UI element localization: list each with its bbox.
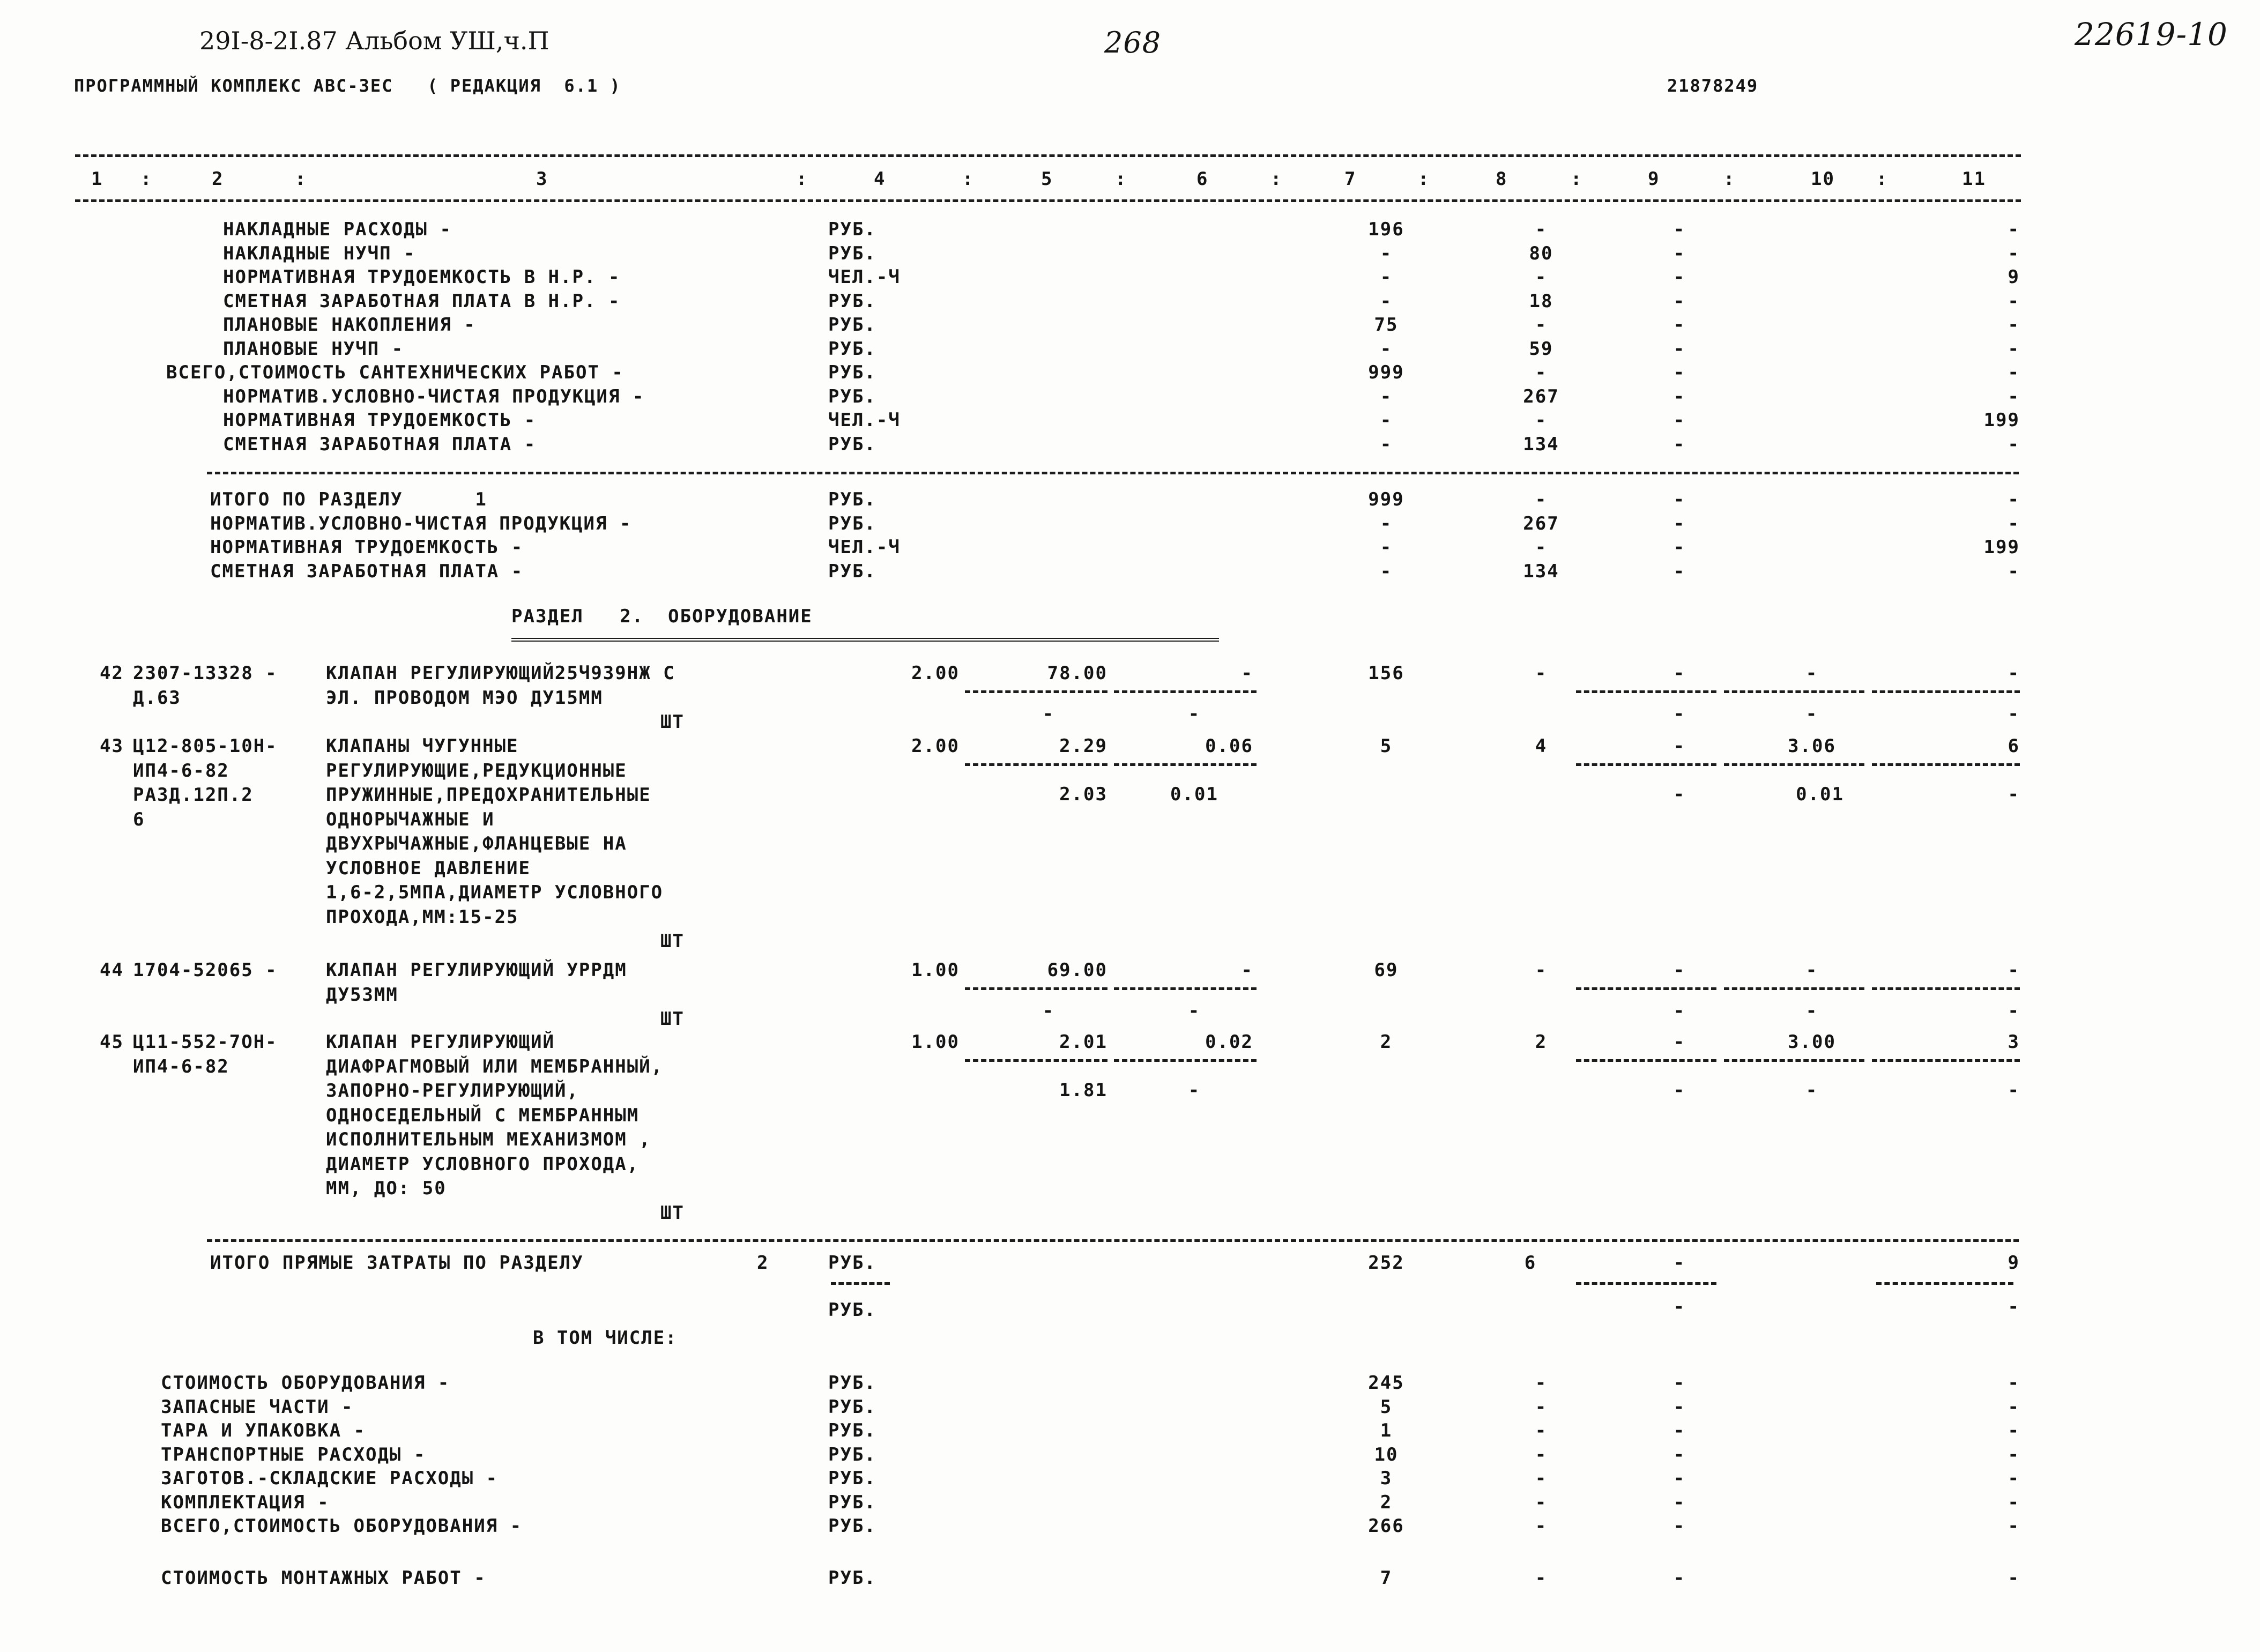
equipment-summary-row-col9: -	[1673, 1420, 1686, 1441]
section1-summary-row-col9: -	[1673, 219, 1686, 240]
section1-summary-row-col8: 59	[1529, 338, 1553, 360]
section1-summary-row-label: НАКЛАДНЫЕ НУЧП -	[223, 242, 416, 264]
section1-summary-row-col8: -	[1535, 410, 1548, 431]
item-44-col5: 69.00	[1047, 959, 1107, 981]
assembly-cost-row-unit: РУБ.	[828, 1567, 876, 1589]
section1-summary-row-col7: 75	[1374, 314, 1399, 336]
section1-total-row-col8: -	[1535, 489, 1548, 510]
item-45-unit: ШТ	[660, 1202, 685, 1224]
dashed-rule	[1576, 690, 1716, 693]
including-label: В ТОМ ЧИСЛЕ:	[533, 1327, 678, 1349]
section1-summary-row-col11: 9	[2008, 266, 2020, 288]
item-42-code: 2307-13328 -	[133, 663, 278, 684]
section1-summary-row-col11: -	[2008, 385, 2020, 407]
item-43-col9: -	[1673, 735, 1686, 757]
section1-total-row-col7: -	[1380, 512, 1393, 534]
equipment-summary-row-col7: 3	[1380, 1468, 1393, 1489]
dashed-rule	[1872, 690, 2020, 693]
section1-summary-row-unit: РУБ.	[828, 338, 876, 360]
section1-summary-row-col9: -	[1673, 410, 1686, 431]
equipment-summary-row-col8: -	[1535, 1372, 1548, 1394]
section1-summary-row-col7: -	[1380, 266, 1393, 288]
section1-summary-row-col11: -	[2008, 290, 2020, 312]
section1-summary-row-label: ПЛАНОВЫЕ НАКОПЛЕНИЯ -	[223, 314, 476, 336]
section1-summary-row-unit: РУБ.	[828, 314, 876, 336]
item-45-sub-col9: -	[1673, 1080, 1686, 1101]
item-43-code: Ц12-805-10Н-	[133, 735, 278, 757]
item-45-number: 45	[100, 1031, 124, 1053]
section2-total-col9: -	[1673, 1252, 1686, 1274]
section1-summary-row-col7: 196	[1368, 219, 1404, 240]
section1-total-row-label: СМЕТНАЯ ЗАРАБОТНАЯ ПЛАТА -	[210, 560, 524, 582]
section1-summary-row-col11: -	[2008, 338, 2020, 360]
item-43-unit: ШТ	[660, 931, 685, 952]
item-42-quantity: 2.00	[911, 663, 960, 684]
dashed-rule	[1114, 987, 1257, 990]
section2-total-unit-2: РУБ.	[828, 1299, 876, 1321]
assembly-cost-row-col7: 7	[1380, 1567, 1393, 1589]
item-43-description: РЕГУЛИРУЮЩИЕ,РЕДУКЦИОННЫЕ	[326, 760, 627, 782]
equipment-summary-row-col9: -	[1673, 1443, 1686, 1465]
item-43-code: ИП4-6-82	[133, 760, 229, 782]
assembly-cost-row-col11: -	[2008, 1567, 2020, 1589]
section1-summary-row-unit: РУБ.	[828, 385, 876, 407]
dashed-rule	[1576, 1059, 1716, 1062]
section1-summary-row-col8: 134	[1523, 433, 1559, 455]
item-43-col8: 4	[1535, 735, 1548, 757]
equipment-summary-row-unit: РУБ.	[828, 1372, 876, 1394]
section1-total-row-label: НОРМАТИВНАЯ ТРУДОЕМКОСТЬ -	[210, 537, 524, 558]
section1-summary-row-col7: 999	[1368, 362, 1404, 383]
item-44-code: 1704-52065 -	[133, 959, 278, 981]
equipment-summary-row-col9: -	[1673, 1491, 1686, 1513]
item-43-code: РАЗД.12П.2	[133, 784, 254, 806]
section1-summary-row-col7: -	[1380, 290, 1393, 312]
item-43-code: 6	[133, 808, 145, 830]
column-number-7: 7	[1344, 168, 1357, 190]
dashed-rule	[207, 1239, 2019, 1242]
column-separator: :	[295, 168, 307, 190]
dashed-rule	[1576, 1282, 1716, 1285]
item-45-description: ИСПОЛНИТЕЛЬНЫМ МЕХАНИЗМОМ ,	[326, 1129, 651, 1150]
section1-summary-row-col11: 199	[1983, 410, 2020, 431]
column-separator: :	[1876, 168, 1889, 190]
section1-total-row-unit: РУБ.	[828, 489, 876, 510]
album-reference: 29I-8-2I.87 Альбом УШ,ч.П	[199, 26, 549, 55]
item-44-col7: 69	[1374, 959, 1399, 981]
equipment-summary-row-col11: -	[2008, 1396, 2020, 1418]
section1-total-row-label: ИТОГО ПО РАЗДЕЛУ 1	[210, 489, 487, 510]
equipment-summary-row-col7: 5	[1380, 1396, 1393, 1418]
item-43-col10: 3.06	[1788, 735, 1836, 757]
item-43-sub-col11: -	[2008, 784, 2020, 805]
item-42-col10: -	[1805, 663, 1818, 684]
section1-summary-row-col7: -	[1380, 338, 1393, 360]
column-separator: :	[1115, 168, 1127, 190]
column-separator: :	[1571, 168, 1583, 190]
page-number: 268	[1104, 26, 1162, 59]
equipment-summary-row-unit: РУБ.	[828, 1420, 876, 1441]
equipment-summary-row-col8: -	[1535, 1491, 1548, 1513]
item-45-sub-col5: 1.81	[1059, 1080, 1107, 1101]
section1-summary-row-unit: ЧЕЛ.-Ч	[828, 410, 901, 431]
section1-summary-row-col11: -	[2008, 242, 2020, 264]
section2-total-section-no: 2	[757, 1252, 769, 1274]
section1-total-row-col9: -	[1673, 512, 1686, 534]
item-44-number: 44	[100, 959, 124, 981]
dashed-rule	[207, 472, 2019, 474]
item-45-description: ММ, ДО: 50	[326, 1178, 447, 1199]
item-44-sub-col5: -	[1042, 1000, 1055, 1022]
item-45-sub-col10: -	[1805, 1080, 1818, 1101]
equipment-summary-row-col8: -	[1535, 1420, 1548, 1441]
section1-total-row-col7: -	[1380, 537, 1393, 558]
section1-total-row-col8: 134	[1523, 560, 1559, 582]
dashed-rule	[75, 199, 2021, 202]
equipment-summary-row-unit: РУБ.	[828, 1491, 876, 1513]
equipment-summary-row-col9: -	[1673, 1515, 1686, 1537]
section1-summary-row-unit: ЧЕЛ.-Ч	[828, 266, 901, 288]
section1-summary-row-label: ВСЕГО,СТОИМОСТЬ САНТЕХНИЧЕСКИХ РАБОТ -	[166, 362, 624, 383]
section1-summary-row-label: НОРМАТИВ.УСЛОВНО-ЧИСТАЯ ПРОДУКЦИЯ -	[223, 385, 645, 407]
item-43-quantity: 2.00	[911, 735, 960, 757]
section1-summary-row-label: НАКЛАДНЫЕ РАСХОДЫ -	[223, 219, 452, 240]
item-45-code: Ц11-552-7ОН-	[133, 1031, 278, 1053]
item-42-col11: -	[2008, 663, 2020, 684]
equipment-summary-row-label: ЗАПАСНЫЕ ЧАСТИ -	[161, 1396, 354, 1418]
section1-summary-row-unit: РУБ.	[828, 219, 876, 240]
item-44-col6: -	[1241, 959, 1253, 981]
item-44-col11: -	[2008, 959, 2020, 981]
item-43-description: ПРОХОДА,ММ:15-25	[326, 906, 519, 928]
section1-total-row-col11: -	[2008, 489, 2020, 510]
item-44-sub-col11: -	[2008, 1000, 2020, 1022]
equipment-summary-row-col7: 1	[1380, 1420, 1393, 1441]
section1-summary-row-col8: -	[1535, 314, 1548, 336]
item-42-code: Д.63	[133, 687, 181, 709]
column-number-3: 3	[536, 168, 548, 190]
item-43-col6: 0.06	[1205, 735, 1253, 757]
item-42-description: КЛАПАН РЕГУЛИРУЮЩИЙ25Ч939НЖ С	[326, 663, 675, 684]
dashed-rule	[1576, 987, 1716, 990]
equipment-summary-row-col11: -	[2008, 1468, 2020, 1489]
dashed-rule	[1114, 763, 1257, 766]
section1-total-row-unit: ЧЕЛ.-Ч	[828, 537, 901, 558]
section1-summary-row-label: СМЕТНАЯ ЗАРАБОТНАЯ ПЛАТА В Н.Р. -	[223, 290, 621, 312]
equipment-summary-row-col11: -	[2008, 1420, 2020, 1441]
section1-summary-row-col11: -	[2008, 314, 2020, 336]
section1-total-row-col9: -	[1673, 537, 1686, 558]
section1-total-row-col8: 267	[1523, 512, 1559, 534]
column-number-5: 5	[1041, 168, 1053, 190]
equipment-summary-row-label: ВСЕГО,СТОИМОСТЬ ОБОРУДОВАНИЯ -	[161, 1515, 523, 1537]
item-42-sub-col6: -	[1188, 703, 1201, 725]
section1-summary-row-col8: 267	[1523, 385, 1559, 407]
equipment-summary-row-label: КОМПЛЕКТАЦИЯ -	[161, 1491, 330, 1513]
dashed-rule	[1872, 763, 2020, 766]
section2-total-col11-2: -	[2008, 1296, 2020, 1318]
section1-summary-row-col9: -	[1673, 362, 1686, 383]
item-43-col11: 6	[2008, 735, 2020, 757]
section1-summary-row-unit: РУБ.	[828, 433, 876, 455]
item-45-col9: -	[1673, 1031, 1686, 1053]
column-separator: :	[962, 168, 975, 190]
section1-summary-row-label: СМЕТНАЯ ЗАРАБОТНАЯ ПЛАТА -	[223, 433, 537, 455]
item-42-col8: -	[1535, 663, 1548, 684]
dashed-rule	[1576, 763, 1716, 766]
dashed-rule	[965, 763, 1107, 766]
item-42-col7: 156	[1368, 663, 1404, 684]
equipment-summary-row-unit: РУБ.	[828, 1396, 876, 1418]
section1-summary-row-unit: РУБ.	[828, 242, 876, 264]
section1-total-row-unit: РУБ.	[828, 560, 876, 582]
equipment-summary-row-col8: -	[1535, 1515, 1548, 1537]
item-42-sub-col10: -	[1805, 703, 1818, 725]
section1-total-row-col7: -	[1380, 560, 1393, 582]
dashed-rule	[831, 1282, 890, 1285]
assembly-cost-row-col9: -	[1673, 1567, 1686, 1589]
section2-total-col11: 9	[2008, 1252, 2020, 1274]
section1-summary-row-col8: 18	[1529, 290, 1553, 312]
column-separator: :	[1270, 168, 1283, 190]
dashed-rule	[1872, 1059, 2020, 1062]
section1-summary-row-col9: -	[1673, 242, 1686, 264]
item-44-sub-col6: -	[1188, 1000, 1201, 1022]
equipment-summary-row-label: ЗАГОТОВ.-СКЛАДСКИЕ РАСХОДЫ -	[161, 1468, 499, 1489]
item-45-description: ЗАПОРНО-РЕГУЛИРУЮЩИЙ,	[326, 1080, 579, 1102]
section1-summary-row-col9: -	[1673, 314, 1686, 336]
section-title: РАЗДЕЛ 2. ОБОРУДОВАНИЕ	[511, 606, 813, 627]
item-43-col5: 2.29	[1059, 735, 1107, 757]
equipment-summary-row-unit: РУБ.	[828, 1515, 876, 1537]
assembly-cost-row-label: СТОИМОСТЬ МОНТАЖНЫХ РАБОТ -	[161, 1567, 486, 1589]
section1-total-row-unit: РУБ.	[828, 512, 876, 534]
item-43-sub-col5: 2.03	[1059, 784, 1107, 805]
section2-total-label: ИТОГО ПРЯМЫЕ ЗАТРАТЫ ПО РАЗДЕЛУ	[210, 1252, 584, 1274]
item-42-col9: -	[1673, 663, 1686, 684]
item-43-sub-col10: 0.01	[1796, 784, 1844, 805]
column-separator: :	[1723, 168, 1736, 190]
section1-summary-row-col9: -	[1673, 338, 1686, 360]
section2-total-unit: РУБ.	[828, 1252, 876, 1274]
equipment-summary-row-col11: -	[2008, 1491, 2020, 1513]
section1-summary-row-col11: -	[2008, 433, 2020, 455]
item-45-code: ИП4-6-82	[133, 1055, 229, 1077]
section1-summary-row-col7: -	[1380, 242, 1393, 264]
item-45-col11: 3	[2008, 1031, 2020, 1053]
item-42-sub-col11: -	[2008, 703, 2020, 725]
section1-summary-row-col8: 80	[1529, 242, 1553, 264]
item-44-col9: -	[1673, 959, 1686, 981]
item-43-description: 1,6-2,5МПА,ДИАМЕТР УСЛОВНОГО	[326, 882, 664, 903]
item-43-sub-col6: 0.01	[1170, 784, 1218, 805]
item-43-sub-col9: -	[1673, 784, 1686, 805]
column-number-10: 10	[1811, 168, 1835, 190]
section1-summary-row-col9: -	[1673, 266, 1686, 288]
section1-summary-row-col7: -	[1380, 410, 1393, 431]
column-number-2: 2	[212, 168, 224, 190]
section1-summary-row-unit: РУБ.	[828, 290, 876, 312]
dashed-rule	[1876, 1282, 2013, 1285]
column-separator: :	[140, 168, 153, 190]
item-45-col7: 2	[1380, 1031, 1393, 1053]
section1-total-row-col11: -	[2008, 560, 2020, 582]
item-44-quantity: 1.00	[911, 959, 960, 981]
dashed-rule	[1724, 763, 1864, 766]
archive-corner-mark: 22619-10	[2075, 16, 2228, 53]
equipment-summary-row-col8: -	[1535, 1468, 1548, 1489]
section1-summary-row-col7: -	[1380, 433, 1393, 455]
section1-summary-row-col8: -	[1535, 219, 1548, 240]
program-title: ПРОГРАММНЫЙ КОМПЛЕКС АВС-ЗЕС ( РЕДАКЦИЯ 6.1 )	[74, 76, 621, 96]
document-code: 21878249	[1667, 76, 1759, 96]
section2-total-col8: 6	[1524, 1252, 1537, 1274]
item-44-col8: -	[1535, 959, 1548, 981]
section2-total-col9-2: -	[1673, 1296, 1686, 1318]
item-45-description: ДИАФРАГМОВЫЙ ИЛИ МЕМБРАННЫЙ,	[326, 1055, 664, 1077]
item-45-description: КЛАПАН РЕГУЛИРУЮЩИЙ	[326, 1031, 555, 1053]
equipment-summary-row-col7: 245	[1368, 1372, 1404, 1394]
item-43-description: УСЛОВНОЕ ДАВЛЕНИЕ	[326, 857, 531, 879]
item-42-sub-col5: -	[1042, 703, 1055, 725]
equipment-summary-row-label: СТОИМОСТЬ ОБОРУДОВАНИЯ -	[161, 1372, 450, 1394]
equipment-summary-row-col9: -	[1673, 1468, 1686, 1489]
equipment-summary-row-label: ТРАНСПОРТНЫЕ РАСХОДЫ -	[161, 1443, 426, 1465]
section1-summary-row-unit: РУБ.	[828, 362, 876, 383]
dashed-rule	[75, 154, 2021, 157]
item-44-description: ДУ53ММ	[326, 984, 398, 1006]
item-42-col5: 78.00	[1047, 663, 1107, 684]
item-45-description: ОДНОСЕДЕЛЬНЫЙ С МЕМБРАННЫМ	[326, 1104, 640, 1126]
section1-summary-row-col9: -	[1673, 433, 1686, 455]
equipment-summary-row-col11: -	[2008, 1443, 2020, 1465]
section1-total-row-col9: -	[1673, 489, 1686, 510]
item-43-description: КЛАПАНЫ ЧУГУННЫЕ	[326, 735, 519, 757]
equipment-summary-row-col9: -	[1673, 1396, 1686, 1418]
item-42-unit: ШТ	[660, 711, 685, 733]
item-42-sub-col9: -	[1673, 703, 1686, 725]
section1-summary-row-col11: -	[2008, 219, 2020, 240]
item-43-description: ДВУХРЫЧАЖНЫЕ,ФЛАНЦЕВЫЕ НА	[326, 833, 627, 854]
equipment-summary-row-col9: -	[1673, 1372, 1686, 1394]
equipment-summary-row-col8: -	[1535, 1396, 1548, 1418]
equipment-summary-row-col7: 2	[1380, 1491, 1393, 1513]
section1-summary-row-label: НОРМАТИВНАЯ ТРУДОЕМКОСТЬ -	[223, 410, 537, 431]
section1-summary-row-label: ПЛАНОВЫЕ НУЧП -	[223, 338, 404, 360]
equipment-summary-row-col7: 10	[1374, 1443, 1399, 1465]
item-45-description: ДИАМЕТР УСЛОВНОГО ПРОХОДА,	[326, 1153, 640, 1175]
item-44-sub-col10: -	[1805, 1000, 1818, 1022]
dashed-rule	[1872, 987, 2020, 990]
dashed-rule	[1724, 987, 1864, 990]
dashed-rule	[965, 987, 1107, 990]
column-number-1: 1	[91, 168, 103, 190]
section1-summary-row-label: НОРМАТИВНАЯ ТРУДОЕМКОСТЬ В Н.Р. -	[223, 266, 621, 288]
section1-total-row-col8: -	[1535, 537, 1548, 558]
column-number-4: 4	[874, 168, 886, 190]
section1-summary-row-col8: -	[1535, 266, 1548, 288]
item-43-description: ОДНОРЫЧАЖНЫЕ И	[326, 808, 495, 830]
section1-total-row-col7: 999	[1368, 489, 1404, 510]
dashed-rule	[1724, 690, 1864, 693]
column-number-11: 11	[1962, 168, 1986, 190]
item-45-quantity: 1.00	[911, 1031, 960, 1053]
item-42-number: 42	[100, 663, 124, 684]
section1-summary-row-col9: -	[1673, 290, 1686, 312]
equipment-summary-row-unit: РУБ.	[828, 1443, 876, 1465]
item-42-description: ЭЛ. ПРОВОДОМ МЭО ДУ15ММ	[326, 687, 603, 709]
equipment-summary-row-col11: -	[2008, 1372, 2020, 1394]
item-43-col7: 5	[1380, 735, 1393, 757]
item-44-unit: ШТ	[660, 1008, 685, 1030]
section1-summary-row-col11: -	[2008, 362, 2020, 383]
equipment-summary-row-unit: РУБ.	[828, 1468, 876, 1489]
section1-summary-row-col9: -	[1673, 385, 1686, 407]
section2-total-col7: 252	[1368, 1252, 1404, 1274]
item-45-sub-col11: -	[2008, 1080, 2020, 1101]
item-45-sub-col6: -	[1188, 1080, 1201, 1101]
item-45-col10: 3.00	[1788, 1031, 1836, 1053]
column-separator: :	[1418, 168, 1430, 190]
section1-summary-row-col7: -	[1380, 385, 1393, 407]
equipment-summary-row-label: ТАРА И УПАКОВКА -	[161, 1420, 366, 1441]
item-45-col6: 0.02	[1205, 1031, 1253, 1053]
equipment-summary-row-col7: 266	[1368, 1515, 1404, 1537]
item-45-col5: 2.01	[1059, 1031, 1107, 1053]
equipment-summary-row-col8: -	[1535, 1443, 1548, 1465]
column-separator: :	[796, 168, 808, 190]
column-number-8: 8	[1496, 168, 1508, 190]
section1-total-row-col9: -	[1673, 560, 1686, 582]
dashed-rule	[1114, 690, 1257, 693]
section1-total-row-col11: 199	[1983, 537, 2020, 558]
item-44-sub-col9: -	[1673, 1000, 1686, 1022]
dashed-rule	[1114, 1059, 1257, 1062]
section1-total-row-col11: -	[2008, 512, 2020, 534]
item-45-col8: 2	[1535, 1031, 1548, 1053]
section1-total-row-label: НОРМАТИВ.УСЛОВНО-ЧИСТАЯ ПРОДУКЦИЯ -	[210, 512, 632, 534]
item-43-description: ПРУЖИННЫЕ,ПРЕДОХРАНИТЕЛЬНЫЕ	[326, 784, 651, 806]
assembly-cost-row-col8: -	[1535, 1567, 1548, 1589]
equipment-summary-row-col11: -	[2008, 1515, 2020, 1537]
double-rule	[511, 638, 1219, 642]
dashed-rule	[1724, 1059, 1864, 1062]
item-44-col10: -	[1805, 959, 1818, 981]
section1-summary-row-col8: -	[1535, 362, 1548, 383]
column-number-9: 9	[1648, 168, 1660, 190]
column-number-6: 6	[1196, 168, 1209, 190]
item-44-description: КЛАПАН РЕГУЛИРУЮЩИЙ УРРДМ	[326, 959, 627, 981]
dashed-rule	[965, 690, 1107, 693]
dashed-rule	[965, 1059, 1107, 1062]
item-43-number: 43	[100, 735, 124, 757]
item-42-col6: -	[1241, 663, 1253, 684]
